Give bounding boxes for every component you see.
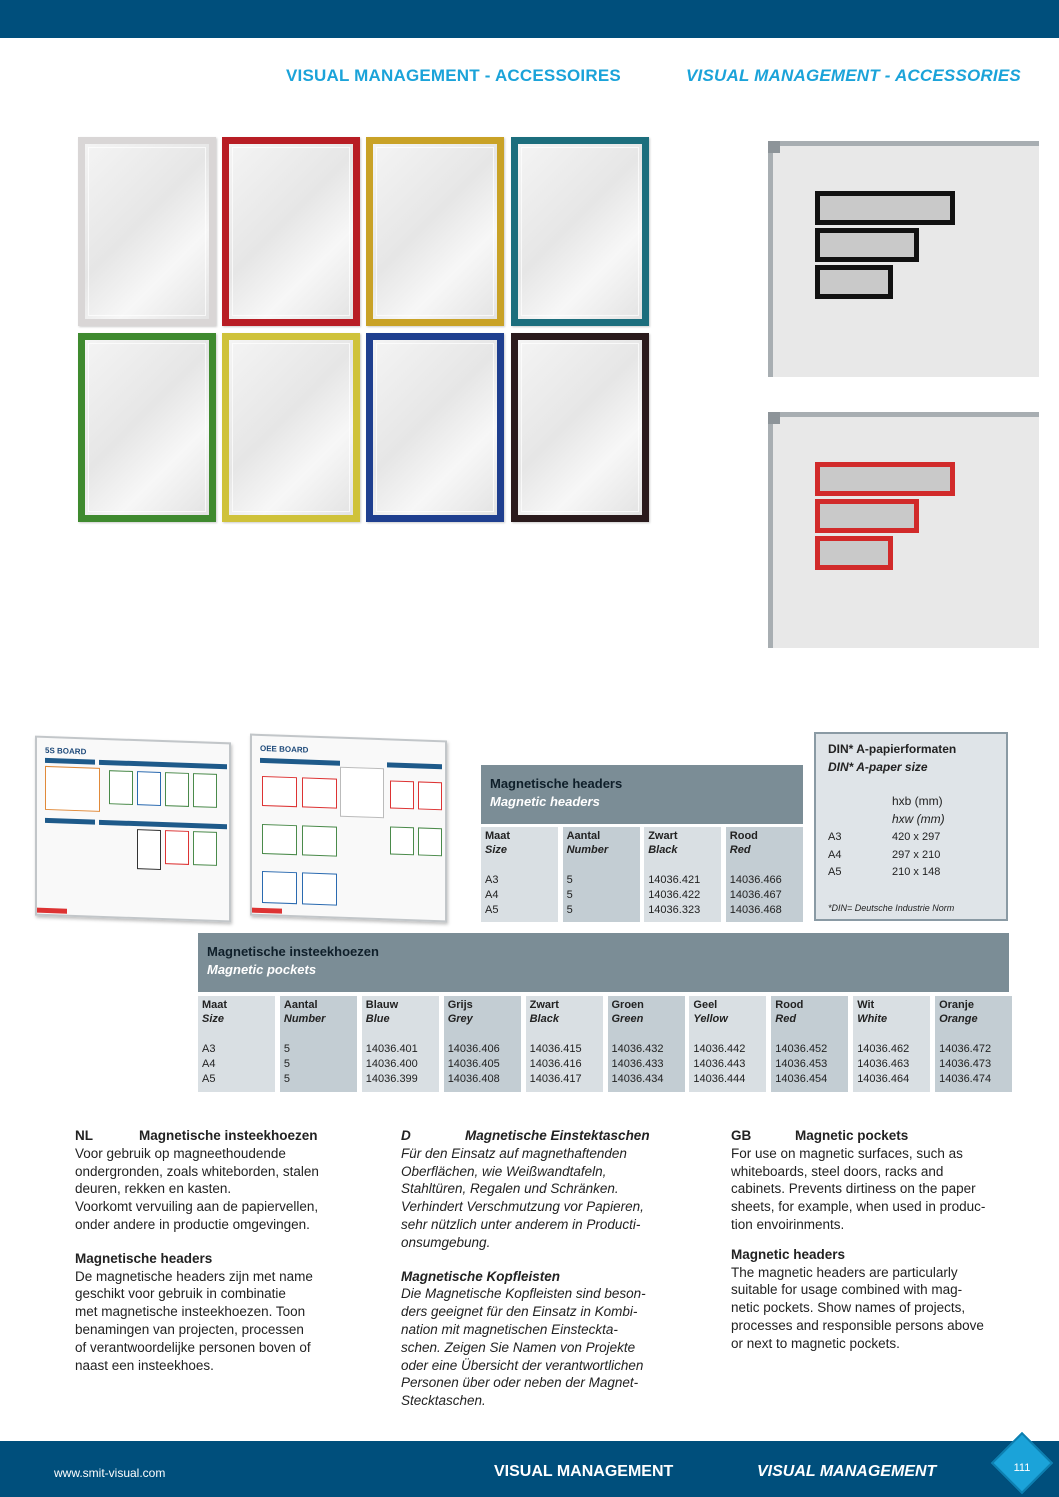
page-title-gb: VISUAL MANAGEMENT - ACCESSORIES bbox=[686, 66, 1021, 85]
section-heading: Magnetische headers bbox=[75, 1250, 213, 1266]
table-cell: 14036.422 bbox=[648, 889, 701, 901]
table-cell: 14036.472 bbox=[939, 1043, 992, 1055]
page-number: 111 bbox=[1013, 1462, 1031, 1474]
paragraph-line: processes and responsible persons above bbox=[731, 1317, 984, 1333]
table-cell: 14036.415 bbox=[529, 1043, 582, 1055]
top-banner bbox=[0, 0, 1059, 38]
magnetic-pocket bbox=[222, 137, 360, 326]
headers-table-title-nl: Magnetische headers bbox=[490, 776, 623, 791]
pockets-table-title-nl: Magnetische insteekhoezen bbox=[207, 944, 379, 959]
table-cell: 5 bbox=[283, 1043, 291, 1055]
column-header: Green bbox=[611, 1013, 644, 1025]
table-cell: 14036.433 bbox=[611, 1058, 664, 1070]
paragraph-line: Oberflächen, wie Weißwandtafeln, bbox=[401, 1163, 607, 1179]
paragraph-line: Voor gebruik op magneethoudende bbox=[75, 1145, 286, 1161]
paragraph-line: geschikt voor gebruik in combinatie bbox=[75, 1286, 286, 1302]
oee-board-title: OEE BOARD bbox=[260, 743, 309, 755]
lang-code: NL bbox=[75, 1128, 93, 1143]
column-header: Blauw bbox=[365, 999, 399, 1011]
column-header: Grey bbox=[447, 1013, 473, 1025]
paragraph-line: of verantwoordelijke personen boven of bbox=[75, 1339, 311, 1355]
table-cell: 14036.401 bbox=[365, 1043, 418, 1055]
pockets-table-title bbox=[198, 933, 1009, 992]
section-heading: Magnetic headers bbox=[731, 1246, 846, 1262]
paragraph-line: sheets, for example, when used in produc- bbox=[731, 1199, 986, 1215]
column-header: Groen bbox=[611, 999, 644, 1011]
table-cell: 14036.400 bbox=[365, 1058, 418, 1070]
table-cell: 14036.468 bbox=[729, 904, 782, 916]
column-header: Size bbox=[202, 1013, 225, 1025]
magnetic-pocket bbox=[78, 333, 216, 522]
table-cell: 14036.453 bbox=[775, 1058, 828, 1070]
paragraph-line: onder andere in productie omgevingen. bbox=[75, 1216, 310, 1232]
page-title-nl: VISUAL MANAGEMENT - ACCESSOIRES bbox=[286, 66, 621, 85]
table-cell: 14036.467 bbox=[729, 889, 782, 901]
table-cell: 14036.462 bbox=[857, 1043, 910, 1055]
table-column bbox=[444, 996, 521, 1092]
section-heading: Magnetic pockets bbox=[795, 1128, 909, 1143]
paragraph-line: deuren, rekken en kasten. bbox=[75, 1181, 232, 1197]
table-cell: 5 bbox=[566, 874, 573, 886]
table-cell: A4 bbox=[202, 1058, 216, 1070]
column-header: Red bbox=[775, 1013, 797, 1025]
table-cell: A3 bbox=[202, 1043, 216, 1055]
column-header: Size bbox=[485, 844, 508, 856]
column-header: Black bbox=[648, 844, 678, 856]
table-column bbox=[771, 996, 848, 1092]
text-column-d bbox=[401, 1127, 706, 1410]
table-cell: 14036.463 bbox=[857, 1058, 910, 1070]
table-cell: 14036.416 bbox=[529, 1058, 582, 1070]
table-cell: 14036.452 bbox=[775, 1043, 828, 1055]
magnetic-pocket bbox=[78, 137, 216, 326]
table-cell: 14036.464 bbox=[857, 1073, 910, 1085]
black-header-medium bbox=[815, 228, 919, 262]
column-header: Rood bbox=[775, 999, 804, 1011]
column-header: Yellow bbox=[693, 1013, 728, 1025]
oee-board-photo bbox=[250, 734, 447, 923]
lang-code: D bbox=[401, 1128, 411, 1143]
table-cell: 14036.442 bbox=[693, 1043, 746, 1055]
column-header: Red bbox=[729, 844, 751, 856]
din-dimension: 420 x 297 bbox=[892, 831, 941, 843]
table-cell: 14036.406 bbox=[447, 1043, 500, 1055]
website-link[interactable]: www.smit-visual.com bbox=[54, 1466, 166, 1480]
table-cell: 5 bbox=[566, 904, 573, 916]
text-column-nl bbox=[75, 1127, 375, 1374]
5s-board-title: 5S BOARD bbox=[45, 745, 87, 757]
column-header: Zwart bbox=[648, 830, 678, 842]
table-cell: A5 bbox=[202, 1073, 216, 1085]
paragraph-line: whiteboards, steel doors, racks and bbox=[731, 1163, 944, 1179]
table-cell: 5 bbox=[283, 1073, 291, 1085]
table-cell: 14036.417 bbox=[529, 1073, 582, 1085]
paragraph-line: ondergronden, zoals whiteborden, stalen bbox=[75, 1163, 319, 1179]
din-size: A5 bbox=[828, 866, 842, 878]
column-header: Geel bbox=[693, 999, 718, 1011]
table-column bbox=[935, 996, 1012, 1092]
pockets-table-title-en: Magnetic pockets bbox=[207, 962, 317, 977]
paragraph-line: schen. Zeigen Sie Namen von Projekte bbox=[401, 1339, 636, 1355]
black-header-small bbox=[815, 265, 893, 299]
column-header: Zwart bbox=[529, 999, 559, 1011]
magnetic-pocket bbox=[366, 333, 504, 522]
column-header: Maat bbox=[202, 999, 228, 1011]
paragraph-line: sehr nützlich unter anderem in Producti- bbox=[401, 1216, 641, 1232]
paragraph-line: ders geeignet für den Einsatz in Kombi- bbox=[401, 1304, 638, 1320]
table-column bbox=[644, 827, 721, 922]
black-header-large bbox=[815, 191, 955, 225]
din-size: A3 bbox=[828, 831, 842, 843]
paragraph-line: The magnetic headers are particularly bbox=[731, 1264, 958, 1280]
table-cell: A4 bbox=[485, 889, 499, 901]
paragraph-line: For use on magnetic surfaces, such as bbox=[731, 1145, 963, 1161]
din-title: DIN* A-papierformaten bbox=[828, 742, 957, 756]
column-header: Rood bbox=[729, 830, 758, 842]
table-cell: 5 bbox=[283, 1058, 291, 1070]
column-header: Aantal bbox=[283, 999, 318, 1011]
din-size: A4 bbox=[828, 849, 842, 861]
table-column bbox=[608, 996, 685, 1092]
table-cell: 14036.432 bbox=[611, 1043, 664, 1055]
text-column-gb bbox=[731, 1127, 1031, 1353]
column-header: Aantal bbox=[566, 830, 601, 842]
table-cell: 14036.399 bbox=[365, 1073, 418, 1085]
table-cell: 14036.444 bbox=[693, 1073, 746, 1085]
paragraph-line: Stahltüren, Regalen und Schränken. bbox=[401, 1181, 619, 1197]
paragraph-line: Personen über oder neben der Magnet- bbox=[401, 1375, 639, 1391]
table-column bbox=[853, 996, 930, 1092]
paragraph-line: De magnetische headers zijn met name bbox=[75, 1268, 313, 1284]
din-dimension: 297 x 210 bbox=[892, 849, 941, 861]
footer-title-gb: VISUAL MANAGEMENT bbox=[757, 1463, 937, 1480]
table-cell: 14036.466 bbox=[729, 874, 782, 886]
din-paper-size-box bbox=[814, 732, 1008, 921]
din-footnote: *DIN= Deutsche Industrie Norm bbox=[828, 903, 955, 913]
magnetic-pocket bbox=[511, 333, 649, 522]
table-cell: 14036.434 bbox=[611, 1073, 664, 1085]
din-column-en: hxw (mm) bbox=[892, 812, 945, 826]
din-dimension: 210 x 148 bbox=[892, 866, 941, 878]
lang-code: GB bbox=[731, 1128, 752, 1143]
section-heading: Magnetische insteekhoezen bbox=[139, 1128, 318, 1143]
din-column-nl: hxb (mm) bbox=[892, 794, 943, 808]
footer-title-nl: VISUAL MANAGEMENT bbox=[494, 1463, 674, 1480]
column-header: Oranje bbox=[939, 999, 974, 1011]
table-cell: 14036.405 bbox=[447, 1058, 500, 1070]
table-cell: 14036.408 bbox=[447, 1073, 500, 1085]
table-column bbox=[726, 827, 803, 922]
column-header: Grijs bbox=[447, 999, 473, 1011]
column-header: Number bbox=[566, 844, 609, 856]
headers-table-title-en: Magnetic headers bbox=[490, 794, 600, 809]
5s-board-photo bbox=[35, 736, 231, 923]
section-heading: Magnetische Einstektaschen bbox=[465, 1128, 650, 1143]
headers-table-title bbox=[481, 765, 803, 824]
column-header: Black bbox=[529, 1013, 559, 1025]
column-header: Blue bbox=[365, 1013, 390, 1025]
column-header: Wit bbox=[857, 999, 875, 1011]
red-header-small bbox=[815, 536, 893, 570]
paragraph-line: Die Magnetische Kopfleisten sind beson- bbox=[401, 1286, 646, 1302]
table-column bbox=[563, 827, 640, 922]
paragraph-line: oder eine Übersicht der verantwortlichen bbox=[401, 1357, 644, 1373]
red-header-large bbox=[815, 462, 955, 496]
paragraph-line: nation mit magnetischen Einsteckta- bbox=[401, 1321, 618, 1337]
magnetic-pocket bbox=[366, 137, 504, 326]
paragraph-line: onsumgebung. bbox=[401, 1234, 491, 1250]
paragraph-line: tion envoirinments. bbox=[731, 1216, 845, 1232]
paragraph-line: benamingen van projecten, processen bbox=[75, 1321, 304, 1337]
paragraph-line: netic pockets. Show names of projects, bbox=[731, 1300, 966, 1316]
section-heading: Magnetische Kopfleisten bbox=[401, 1268, 561, 1284]
table-cell: 14036.473 bbox=[939, 1058, 992, 1070]
paragraph-line: suitable for usage combined with mag- bbox=[731, 1282, 963, 1298]
table-cell: 14036.454 bbox=[775, 1073, 828, 1085]
table-cell: 14036.421 bbox=[648, 874, 701, 886]
column-header: Orange bbox=[939, 1013, 978, 1025]
table-cell: A5 bbox=[485, 904, 499, 916]
table-cell: A3 bbox=[485, 874, 499, 886]
column-header: White bbox=[857, 1013, 888, 1025]
magnetic-pocket bbox=[511, 137, 649, 326]
table-column bbox=[526, 996, 603, 1092]
table-column bbox=[362, 996, 439, 1092]
paragraph-line: Stecktaschen. bbox=[401, 1393, 486, 1409]
paragraph-line: or next to magnetic pockets. bbox=[731, 1335, 900, 1351]
table-cell: 14036.474 bbox=[939, 1073, 992, 1085]
table-column bbox=[198, 996, 275, 1092]
paragraph-line: naast een insteekhoes. bbox=[75, 1357, 214, 1373]
whiteboard-black-headers bbox=[768, 141, 1039, 377]
paragraph-line: Voorkomt vervuiling aan de papiervellen, bbox=[75, 1199, 319, 1215]
column-header: Number bbox=[283, 1013, 326, 1025]
paragraph-line: Für den Einsatz auf magnethaftenden bbox=[401, 1145, 627, 1161]
table-column bbox=[481, 827, 558, 922]
paragraph-line: cabinets. Prevents dirtiness on the paper bbox=[731, 1181, 976, 1197]
table-column bbox=[280, 996, 357, 1092]
table-cell: 14036.443 bbox=[693, 1058, 746, 1070]
din-title-en: DIN* A-paper size bbox=[828, 760, 928, 774]
whiteboard-red-headers bbox=[768, 412, 1039, 648]
table-cell: 5 bbox=[566, 889, 573, 901]
paragraph-line: met magnetische insteekhoezen. Toon bbox=[75, 1304, 306, 1320]
paragraph-line: Verhindert Verschmutzung vor Papieren, bbox=[401, 1199, 644, 1215]
magnetic-pocket bbox=[222, 333, 360, 522]
red-header-medium bbox=[815, 499, 919, 533]
table-column bbox=[689, 996, 766, 1092]
column-header: Maat bbox=[485, 830, 511, 842]
table-cell: 14036.323 bbox=[648, 904, 701, 916]
